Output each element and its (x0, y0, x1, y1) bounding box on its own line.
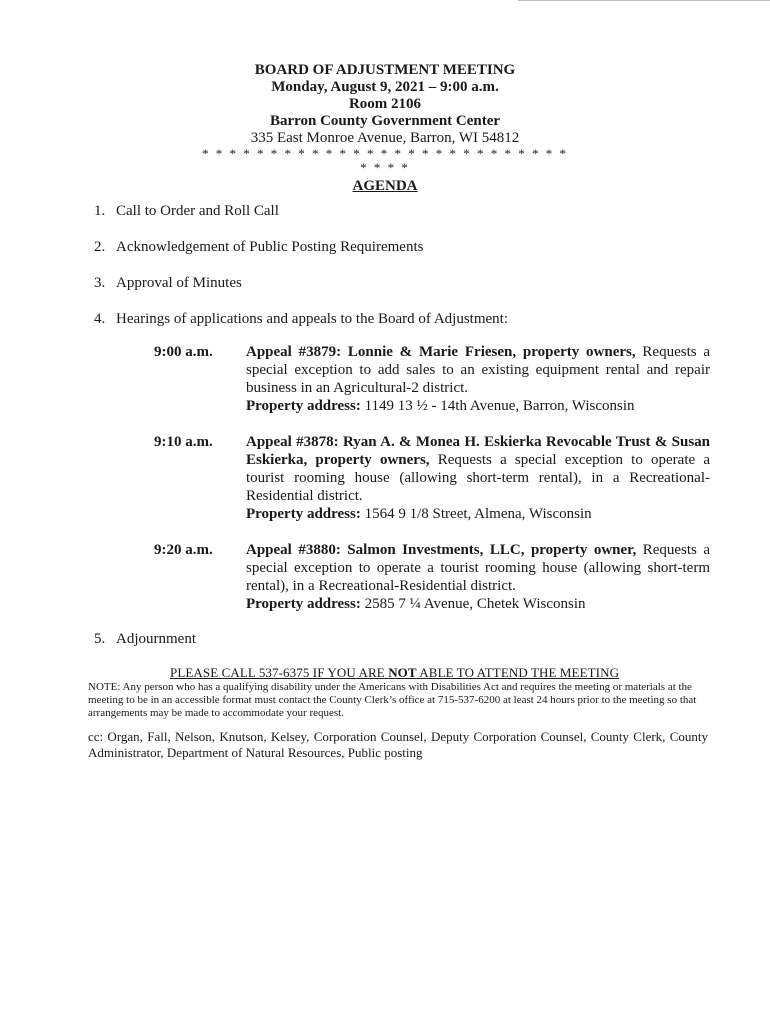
agenda-item-number: 1. (94, 203, 106, 219)
attendance-notice (170, 665, 619, 681)
agenda-item-adjournment (94, 630, 196, 648)
document-header (200, 62, 570, 195)
attendance-notice-text-end: ABLE TO ATTEND THE MEETING (416, 665, 620, 680)
appeal-description: Requests a special exception to add sales to an existing equipment rental and repair business in an Agricultural-2 district. (246, 344, 711, 396)
agenda-item-number: 3. (94, 275, 106, 291)
agenda-heading: AGENDA (352, 178, 418, 194)
property-address: 1564 9 1/8 Street, Almena, Wisconsin (364, 506, 592, 522)
attendance-notice-emphasis: NOT (388, 665, 417, 680)
star-divider: * * * * * * * * * * * * * * * * * * * * * * * * * * * * * * * (202, 146, 568, 175)
hearing-time: 9:00 a.m. (154, 344, 213, 360)
agenda-item-text: Acknowledgement of Public Posting Requirements (116, 239, 424, 255)
appeal-heading: Appeal #3878: Ryan A. & Monea H. Eskierka Revocable Trust & Susan Eskierka, property owners, (246, 434, 710, 468)
agenda-item-text: Approval of Minutes (116, 275, 242, 291)
hearing-entry (154, 433, 710, 523)
agenda-item-number: 5. (94, 631, 106, 647)
agenda-item-public-posting (94, 238, 423, 256)
appeal-heading: Appeal #3880: Salmon Investments, LLC, property owner, (246, 542, 637, 558)
meeting-room: Room 2106 (348, 96, 422, 112)
meeting-title: BOARD OF ADJUSTMENT MEETING (254, 62, 516, 78)
agenda-item-approval-minutes (94, 274, 242, 292)
agenda-item-text: Hearings of applications and appeals to the Board of Adjustment: (116, 311, 508, 327)
hearing-time: 9:20 a.m. (154, 542, 213, 558)
agenda-item-number: 4. (94, 311, 106, 327)
agenda-item-text: Adjournment (116, 631, 196, 647)
hearing-body (246, 433, 710, 523)
hearing-entry (154, 541, 710, 613)
hearing-entry (154, 343, 710, 415)
meeting-address: 335 East Monroe Avenue, Barron, WI 54812 (250, 130, 520, 146)
ada-note: NOTE: Any person who has a qualifying disability under the Americans with Disabilities Act and requires the meeting or materials at the meeting to be in an accessible format must contact the County Clerk’s office at 715-537-6200 at least 24 hours prior to the meeting so that arrangements may be made to accommodate your request. (88, 681, 697, 719)
scan-edge-line (518, 0, 770, 1)
property-address: 1149 13 ½ - 14th Avenue, Barron, Wisconsin (364, 398, 635, 414)
agenda-item-hearings (94, 310, 508, 328)
agenda-item-call-to-order (94, 202, 279, 220)
meeting-venue: Barron County Government Center (269, 113, 501, 129)
hearing-body (246, 541, 710, 613)
cc-list: cc: Organ, Fall, Nelson, Knutson, Kelsey, Corporation Counsel, Deputy Corporation Counsel, County Clerk, County Administrator, Department of Natural Resources, Public posting (88, 729, 708, 760)
appeal-description: Requests a special exception to operate a tourist rooming house (allowing short-term rental), in a Recreational-Residential district. (246, 452, 710, 504)
property-address: 2585 7 ¼ Avenue, Chetek Wisconsin (364, 596, 586, 612)
agenda-item-number: 2. (94, 239, 106, 255)
property-address-label: Property address: (246, 506, 361, 522)
hearing-time: 9:10 a.m. (154, 434, 213, 450)
hearing-body (246, 343, 710, 415)
attendance-notice-text: PLEASE CALL 537-6375 IF YOU ARE (170, 665, 389, 680)
agenda-item-text: Call to Order and Roll Call (116, 203, 279, 219)
property-address-label: Property address: (246, 398, 361, 414)
appeal-heading: Appeal #3879: Lonnie & Marie Friesen, property owners, (246, 344, 636, 360)
meeting-date: Monday, August 9, 2021 – 9:00 a.m. (271, 79, 499, 95)
appeal-description: Requests a special exception to operate a tourist rooming house (allowing short-term rental), in a Recreational-Residential district. (246, 542, 710, 594)
property-address-label: Property address: (246, 596, 361, 612)
